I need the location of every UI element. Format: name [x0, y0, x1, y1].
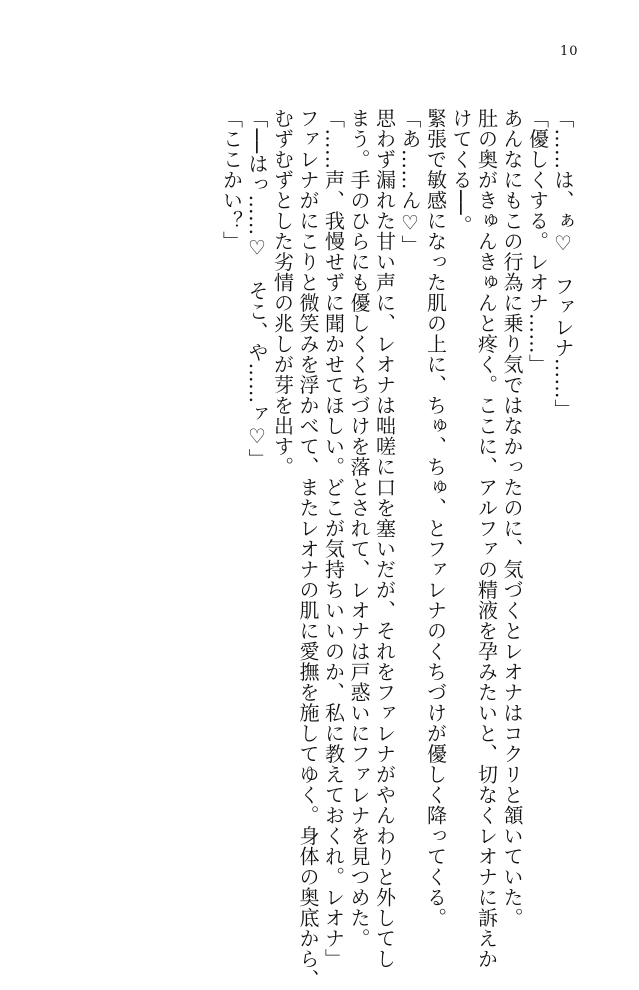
text-line: 「ここかい？」 [219, 108, 244, 252]
page-number: 10 [560, 44, 579, 59]
text-line: 「──はっ……♡ そこ、や……ァ♡」 [245, 108, 269, 470]
text-line: むずむずとした劣情の兆しが芽を出す。 [270, 108, 295, 477]
vertical-text-body [218, 108, 575, 990]
text-line: 「……は、ぁ♡ ファレナ……」 [551, 108, 575, 420]
text-line: 「優しくする。レオナ……」 [525, 108, 550, 375]
text-line: 思わず漏れた甘い声に、レオナは咄嗟に口を塞いだが、それをファレナがやんわりと外してし [372, 108, 397, 969]
text-line: けてくる──。 [449, 108, 473, 236]
text-line: 肚の奥がきゅんきゅんと疼く。ここに、アルファの精液を孕みたいと、切なくレオナに訴えか [474, 108, 499, 969]
text-line: 緊張で敏感になった肌の上に、ちゅ、ちゅ、とファレナのくちづけが優しく降ってくる。 [423, 108, 448, 928]
text-line: ファレナがにこりと微笑みを浮かべて、またレオナの肌に愛撫を施してゆく。身体の奥底から、 [296, 108, 320, 990]
text-line: まう。手のひらにも優しくくちづけを落とされて、レオナは戸惑いにファレナを見つめた。 [347, 108, 371, 949]
text-line: 「……声、我慢せずに聞かせてほしい。どこが気持ちいいのか、私に教えておくれ。レオナ」 [321, 108, 346, 969]
text-line: あんなにもこの行為に乗り気ではなかったのに、気づくとレオナはコクリと頷いていた。 [500, 108, 524, 928]
text-line: 「あ……ん♡」 [398, 108, 422, 256]
